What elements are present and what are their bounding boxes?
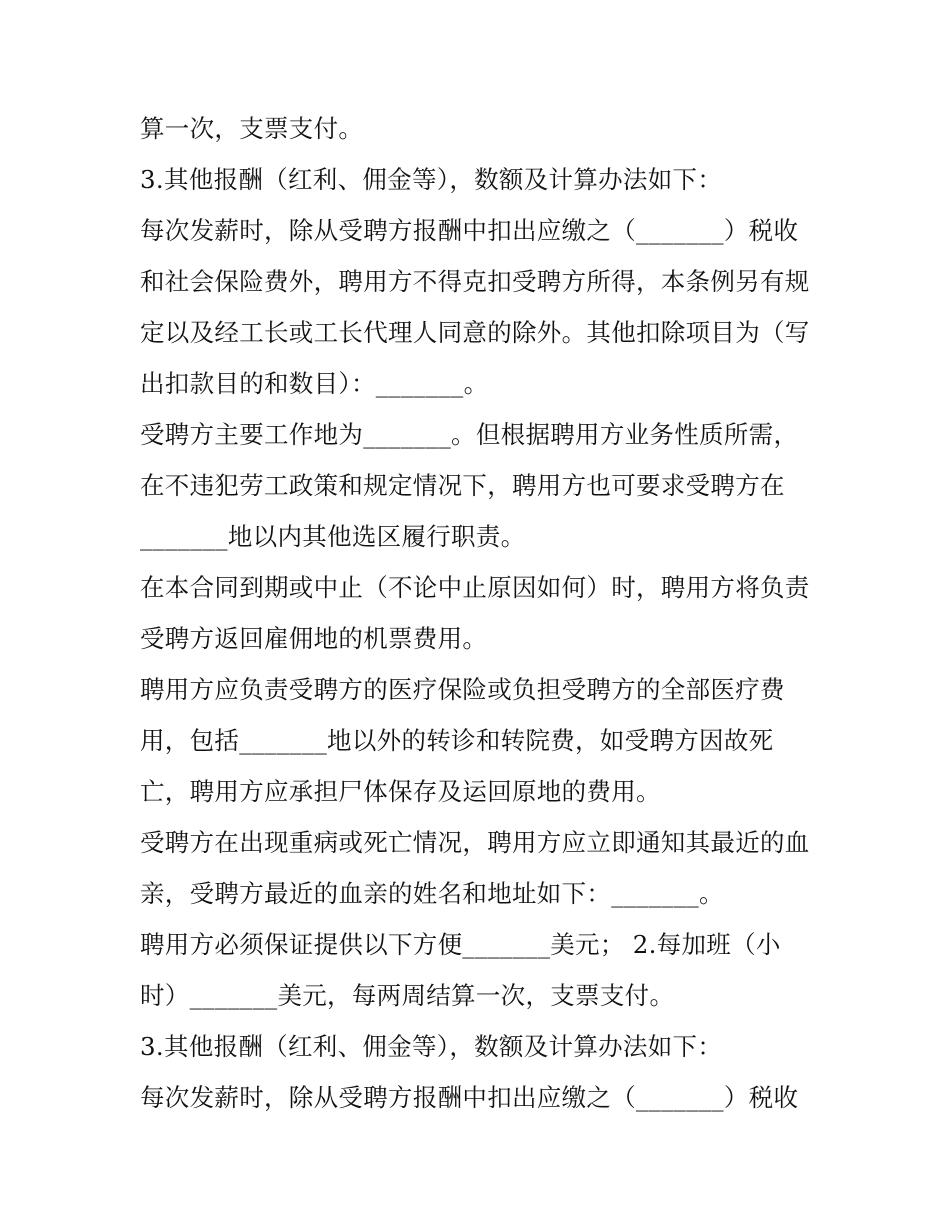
text-line-4: 和社会保险费外，聘用方不得克扣受聘方所得，本条例另有规 [140, 267, 810, 296]
text-line-13: 用，包括_______地以外的转诊和转院费，如受聘方因故死 [140, 726, 774, 755]
text-line-16: 亲，受聘方最近的血亲的姓名和地址如下：_______。 [140, 879, 724, 908]
text-line-7: 受聘方主要工作地为_______。但根据聘用方业务性质所需， [140, 420, 799, 449]
text-line-2: 3.其他报酬（红利、佣金等），数额及计算办法如下： [140, 165, 723, 194]
text-line-5: 定以及经工长或工长代理人同意的除外。其他扣除项目为（写 [140, 318, 810, 347]
text-line-20: 每次发薪时，除从受聘方报酬中扣出应缴之（_______）税收 [140, 1083, 799, 1112]
text-line-17: 聘用方必须保证提供以下方便_______美元； 2.每加班（小 [140, 930, 781, 959]
text-line-14: 亡，聘用方应承担尸体保存及运回原地的费用。 [140, 777, 661, 806]
text-line-9: _______地以内其他选区履行职责。 [140, 522, 526, 551]
text-line-10: 在本合同到期或中止（不论中止原因如何）时，聘用方将负责 [140, 573, 810, 602]
text-line-12: 聘用方应负责受聘方的医疗保险或负担受聘方的全部医疗费 [140, 675, 785, 704]
text-line-1: 算一次，支票支付。 [140, 114, 364, 143]
text-line-19: 3.其他报酬（红利、佣金等），数额及计算办法如下： [140, 1032, 723, 1061]
text-line-18: 时）_______美元，每两周结算一次，支票支付。 [140, 981, 675, 1010]
text-line-15: 受聘方在出现重病或死亡情况，聘用方应立即通知其最近的血 [140, 828, 810, 857]
text-line-11: 受聘方返回雇佣地的机票费用。 [140, 624, 488, 653]
text-line-3: 每次发薪时，除从受聘方报酬中扣出应缴之（_______）税收 [140, 216, 799, 245]
text-line-8: 在不违犯劳工政策和规定情况下，聘用方也可要求受聘方在 [140, 471, 785, 500]
text-line-6: 出扣款目的和数目）：_______。 [140, 369, 489, 398]
